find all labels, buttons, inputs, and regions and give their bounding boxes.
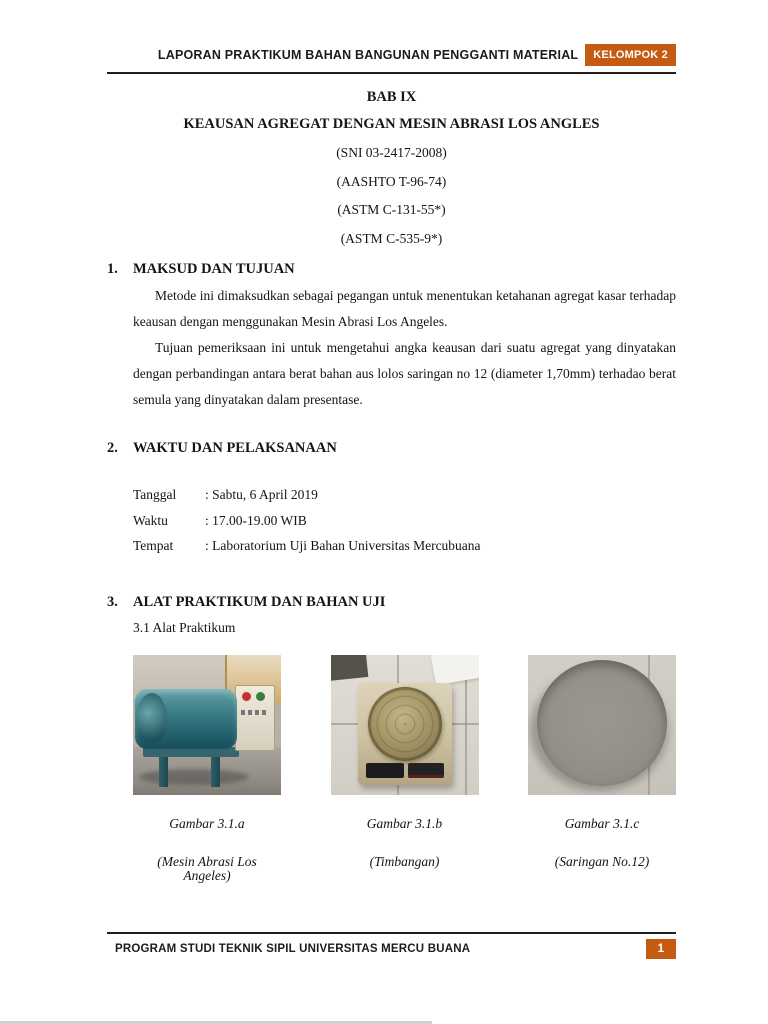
drum-end-cap (137, 693, 167, 745)
dark-object (331, 655, 368, 681)
photo-saringan-no12 (528, 655, 676, 795)
section-heading (107, 262, 676, 277)
schedule-row (133, 508, 676, 534)
schedule-value: : Sabtu, 6 April 2019 (205, 487, 318, 502)
section-waktu-dan-pelaksanaan (107, 441, 676, 559)
section-title: WAKTU DAN PELAKSANAAN (133, 440, 337, 456)
document-body (107, 90, 676, 883)
page-header (107, 44, 676, 74)
section-maksud-dan-tujuan (107, 262, 676, 413)
schedule-table (107, 482, 676, 559)
group-badge: KELOMPOK 2 (585, 44, 676, 66)
schedule-row (133, 482, 676, 508)
figure-caption: Gambar 3.1.c (564, 815, 640, 831)
figure-saringan (528, 655, 676, 883)
section-heading (107, 595, 676, 610)
photo-timbangan (331, 655, 479, 795)
schedule-label: Tempat (133, 538, 174, 553)
section-number: 2. (107, 440, 118, 456)
figure-mesin-abrasi (133, 655, 281, 883)
schedule-value: : Laboratorium Uji Bahan Universitas Mercubuana (205, 538, 481, 553)
figure-timbangan (331, 655, 479, 883)
standard-reference: (AASHTO T-96-74) (336, 173, 447, 189)
standard-reference: (ASTM C-535-9*) (340, 230, 443, 246)
standard-reference: (SNI 03-2417-2008) (336, 145, 447, 160)
chapter-title: KEAUSAN AGREGAT DENGAN MESIN ABRASI LOS ANGLES (183, 116, 600, 132)
footer-text: PROGRAM STUDI TEKNIK SIPIL UNIVERSITAS MERCU BUANA (115, 943, 471, 955)
report-title: LAPORAN PRAKTIKUM BAHAN BANGUNAN PENGGANTI MATERIAL (157, 48, 579, 62)
section-number: 1. (107, 261, 118, 277)
sieve-pan (537, 660, 667, 786)
emergency-button (242, 692, 251, 701)
section-paragraphs (107, 283, 676, 413)
schedule-value: : 17.00-19.00 WIB (205, 512, 307, 528)
section-title: MAKSUD DAN TUJUAN (133, 261, 295, 277)
figure-caption: Gambar 3.1.b (366, 815, 443, 831)
figures-row (133, 655, 676, 883)
section-heading (107, 441, 676, 456)
scale-label (408, 763, 444, 778)
standard-reference: (ASTM C-131-55*) (337, 202, 446, 217)
section-number: 3. (107, 593, 118, 610)
section-alat-praktikum (107, 595, 676, 883)
schedule-row (133, 533, 676, 559)
section-title: ALAT PRAKTIKUM DAN BAHAN UJI (133, 593, 386, 610)
scale-plate (368, 687, 442, 761)
figure-caption: Gambar 3.1.a (169, 815, 245, 831)
paragraph: Tujuan pemeriksaan ini untuk mengetahui angka keausan dari suatu agregat yang dinyatakan dengan perbandingan antara berat bahan aus lolos saringan no 12 (diameter 1,70mm) terhadao berat semula yang dinyatakan dalam presentase. (133, 340, 676, 407)
page-number-badge: 1 (646, 939, 676, 959)
paper-sheet (430, 655, 478, 685)
figure-name: (Saringan No.12) (554, 853, 650, 869)
paragraph: Metode ini dimaksudkan sebagai pegangan untuk menentukan ketahanan agregat kasar terhadap keausan dengan menggunakan Mesin Abrasi Los Angeles. (133, 288, 676, 329)
indicator-lights (241, 710, 269, 715)
schedule-label: Waktu (133, 512, 168, 528)
standards-list (107, 146, 676, 246)
page-footer (107, 932, 676, 959)
figure-name: (Timbangan) (369, 853, 440, 869)
schedule-label: Tanggal (133, 487, 177, 502)
control-panel (235, 685, 275, 751)
machine-shadow (139, 769, 249, 785)
subsection-title: 3.1 Alat Praktikum (133, 619, 236, 635)
photo-mesin-abrasi-los-angeles (133, 655, 281, 795)
figure-name: (Mesin Abrasi Los Angeles) (157, 853, 257, 883)
scale-label (366, 763, 404, 778)
chapter-number: BAB IX (366, 89, 417, 105)
